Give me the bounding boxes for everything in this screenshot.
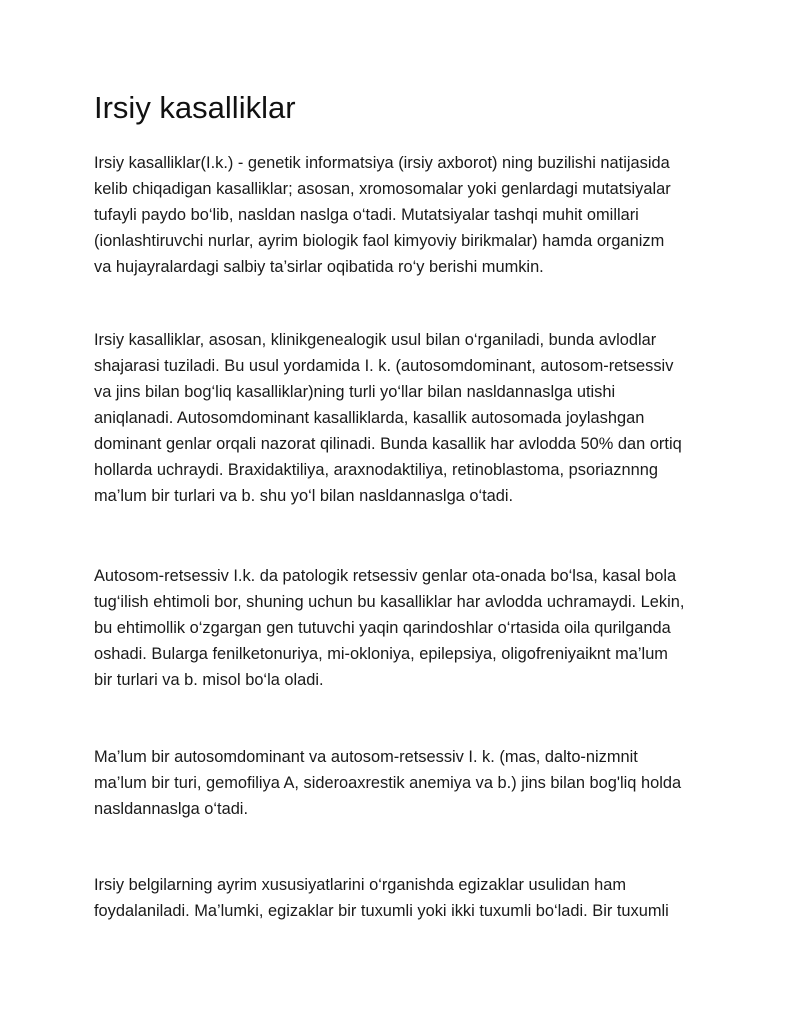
text-line: Ma’lum bir autosomdominant va autosom-retsessiv I. k. (mas, dalto-nizmnit — [94, 748, 638, 766]
text-line: oshadi. Bularga fenilketonuriya, mi-okloniya, epilepsiya, oligofreniyaiknt ma’lum — [94, 645, 668, 663]
text-line: aniqlanadi. Autosomdominant kasalliklarda, kasallik autosomada joylashgan — [94, 409, 645, 427]
text-line: nasldannaslga o‘tadi. — [94, 800, 249, 818]
text-line: dominant genlar orqali nazorat qilinadi. Bunda kasallik har avlodda 50% dan ortiq — [94, 435, 682, 453]
document-title: Irsiy kasalliklar — [94, 90, 296, 125]
text-line: ma’lum bir turi, gemofiliya A, sideroaxrestik anemiya va b.) jins bilan bog'liq holda — [94, 774, 682, 792]
text-line: tug‘ilish ehtimoli bor, shuning uchun bu kasalliklar har avlodda uchramaydi. Lekin, — [94, 593, 685, 611]
text-line: va hujayralardagi salbiy ta’sirlar oqibatida ro‘y berishi mumkin. — [94, 258, 544, 276]
paragraph-5 — [94, 872, 669, 924]
text-line: shajarasi tuziladi. Bu usul yordamida I. k. (autosomdominant, autosom-retsessiv — [94, 357, 674, 375]
text-line: ma’lum bir turlari va b. shu yo‘l bilan nasldannaslga o‘tadi. — [94, 487, 514, 505]
text-line: kelib chiqadigan kasalliklar; asosan, xromosomalar yoki genlardagi mutatsiyalar — [94, 180, 671, 198]
text-line: (ionlashtiruvchi nurlar, ayrim biologik faol kimyoviy birikmalar) hamda organizm — [94, 232, 665, 250]
text-line: Autosom-retsessiv I.k. da patologik retsessiv genlar ota-onada bo‘lsa, kasal bola — [94, 567, 677, 585]
text-line: Irsiy belgilarning ayrim xususiyatlarini o‘rganishda egizaklar usulidan ham — [94, 876, 627, 894]
paragraph-4 — [94, 744, 681, 822]
paragraph-2 — [94, 327, 682, 509]
paragraph-3 — [94, 563, 684, 693]
text-line: Irsiy kasalliklar(I.k.) - genetik informatsiya (irsiy axborot) ning buzilishi natijasida — [94, 154, 670, 172]
text-line: foydalaniladi. Ma’lumki, egizaklar bir tuxumli yoki ikki tuxumli bo‘ladi. Bir tuxumli — [94, 902, 669, 920]
paragraph-1 — [94, 150, 671, 280]
text-line: bu ehtimollik o‘zgargan gen tutuvchi yaqin qarindoshlar o‘rtasida oila qurilganda — [94, 619, 671, 637]
text-line: hollarda uchraydi. Braxidaktiliya, araxnodaktiliya, retinoblastoma, psoriaznnng — [94, 461, 658, 479]
text-line: Irsiy kasalliklar, asosan, klinikgenealogik usul bilan o‘rganiladi, bunda avlodlar — [94, 331, 657, 349]
text-line: tufayli paydo bo‘lib, nasldan naslga o‘tadi. Mutatsiyalar tashqi muhit omillari — [94, 206, 639, 224]
text-line: va jins bilan bog‘liq kasalliklar)ning turli yo‘llar bilan nasldannaslga utishi — [94, 383, 616, 401]
text-line: bir turlari va b. misol bo‘la oladi. — [94, 671, 324, 689]
